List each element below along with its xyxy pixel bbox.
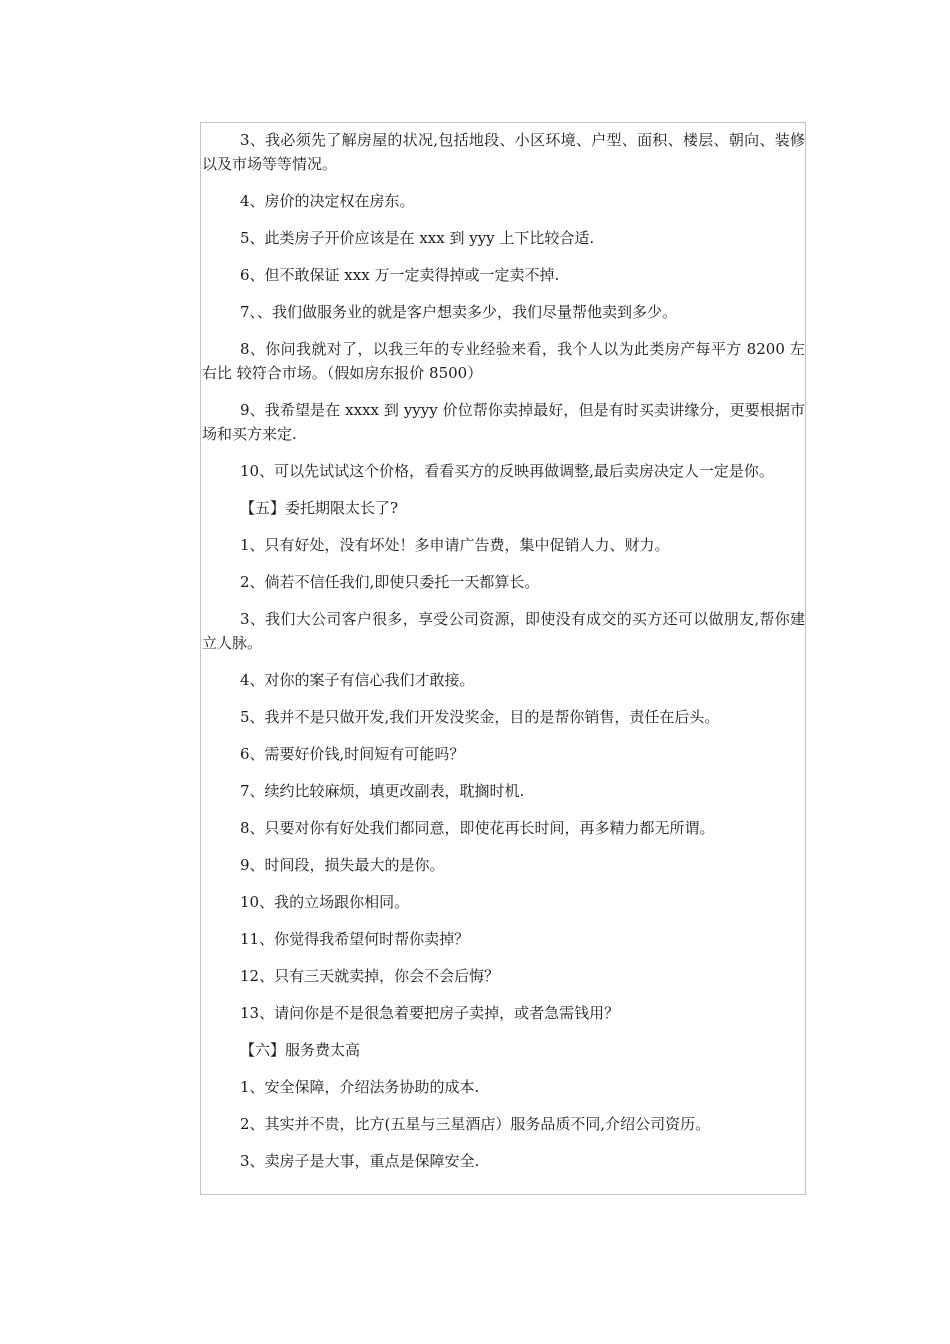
paragraph: 7、续约比较麻烦，填更改副表，耽搁时机. [240,782,525,800]
paragraph: 8、只要对你有好处我们都同意，即使花再长时间，再多精力都无所谓。 [240,819,715,837]
paragraph: 5、我并不是只做开发,我们开发没奖金，目的是帮你销售，责任在后头。 [240,708,720,726]
paragraph: 11、你觉得我希望何时帮你卖掉？ [240,930,470,948]
paragraph: 3、我必须先了解房屋的状况,包括地段、小区环境、户型、面积、楼层、朝向、装修以及市场等等情况。 [202,131,805,173]
paragraph: 7、、我们做服务业的就是客户想卖多少，我们尽量帮他卖到多少。 [240,303,678,321]
paragraph: 3、卖房子是大事，重点是保障安全. [240,1152,480,1170]
paragraph: 6、但不敢保证 xxx 万一定卖得掉或一定卖不掉. [240,266,560,284]
document-body [201,128,806,1173]
paragraph: 9、我希望是在 xxxx 到 yyyy 价位帮你卖掉最好，但是有时买卖讲缘分，更要根据市场和买方来定. [202,401,805,443]
paragraph: 10、可以先试试这个价格，看看买方的反映再做调整,最后卖房决定人一定是你。 [240,462,774,480]
paragraph: 3、我们大公司客户很多，享受公司资源，即使没有成交的买方还可以做朋友,帮你建立人脉。 [202,610,805,652]
paragraph: 4、房价的决定权在房东。 [240,192,415,210]
paragraph: 5、此类房子开价应该是在 xxx 到 yyy 上下比较合适. [240,229,595,247]
paragraph: 10、我的立场跟你相同。 [240,893,410,911]
paragraph: 8、你问我就对了，以我三年的专业经验来看，我个人以为此类房产每平方 8200 左右比 较符合市场。（假如房东报价 8500） [202,340,805,382]
paragraph: 6、需要好价钱,时间短有可能吗？ [240,745,465,763]
section-heading: 【六】服务费太高 [240,1041,361,1059]
paragraph: 2、其实并不贵，比方(五星与三星酒店）服务品质不同,介绍公司资历。 [240,1115,711,1133]
paragraph: 1、安全保障，介绍法务协助的成本. [240,1078,480,1096]
paragraph: 12、只有三天就卖掉，你会不会后悔？ [240,967,500,985]
paragraph: 4、对你的案子有信心我们才敢接。 [240,671,475,689]
paragraph: 13、请问你是不是很急着要把房子卖掉，或者急需钱用？ [240,1004,620,1022]
paragraph: 2、倘若不信任我们,即使只委托一天都算长。 [240,573,540,591]
document-frame [200,122,806,1195]
section-heading: 【五】委托期限太长了? [240,499,399,517]
paragraph: 9、时间段，损失最大的是你。 [240,856,445,874]
paragraph: 1、只有好处，没有坏处！多申请广告费，集中促销人力、财力。 [240,536,670,554]
